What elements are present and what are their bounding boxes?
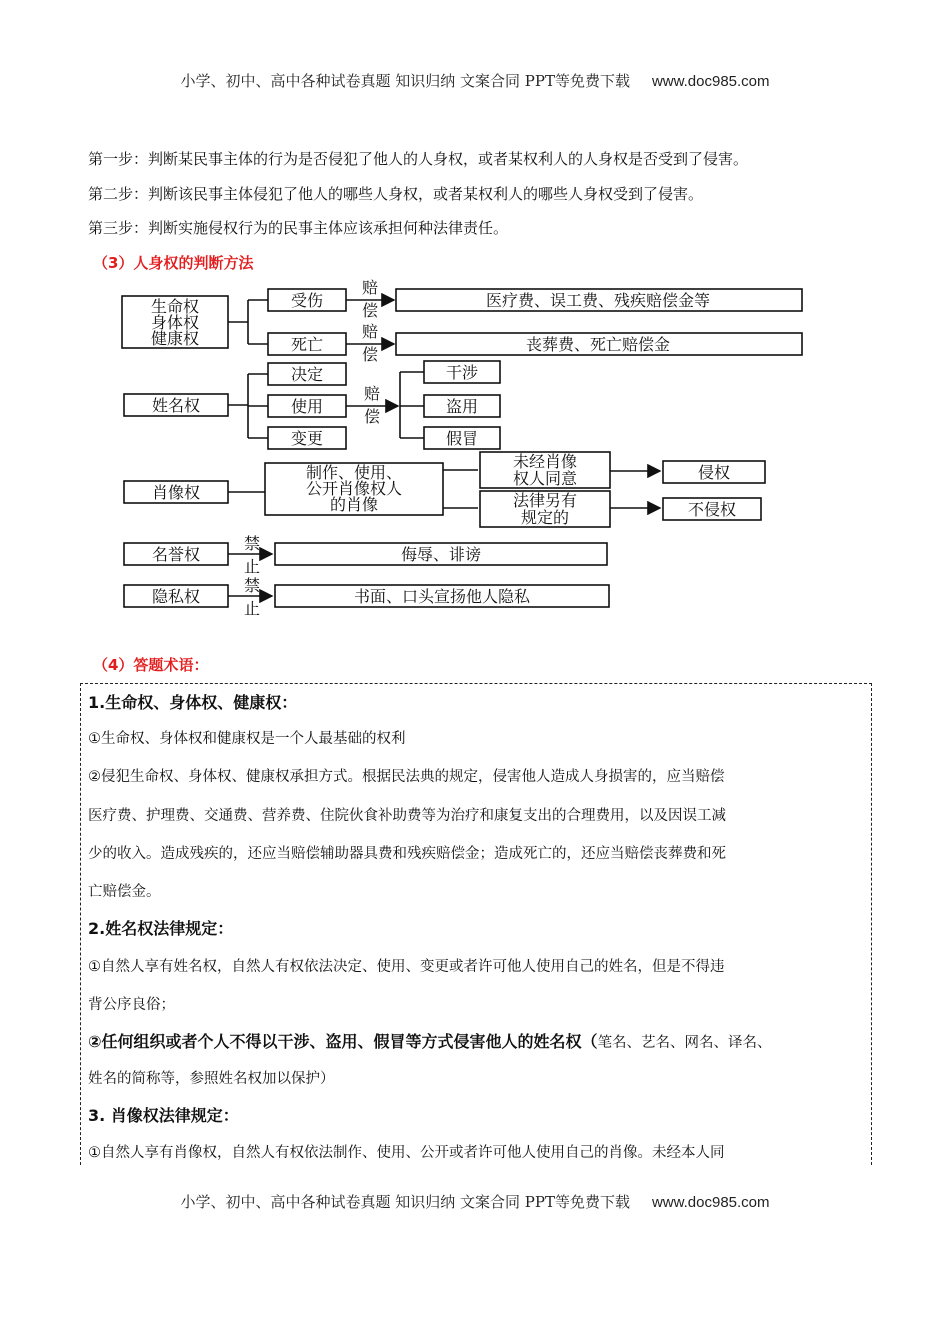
term-2-title: 2.姓名权法律规定：: [88, 919, 234, 938]
term-1-title: 1.生命权、身体权、健康权：: [88, 693, 298, 712]
term-1-line-2: ②侵犯生命权、身体权、健康权承担方式。根据民法典的规定，侵害他人造成人身损害的，应当赔偿: [88, 769, 725, 785]
page-footer: [0, 1191, 950, 1212]
life-right-1: 生命权: [150, 297, 200, 316]
privacy-result: 书面、口头宣扬他人隐私: [353, 587, 531, 606]
section-3-title: （3）人身权的判断方法: [93, 254, 254, 272]
portrait-act-1: 制作、使用、: [305, 463, 403, 482]
step-2: 第二步：判断该民事主体侵犯了他人的哪些人身权，或者某权利人的哪些人身权受到了侵害。: [88, 185, 704, 203]
term-1-line-4: 少的收入。造成残疾的，还应当赔偿辅助器具费和残疾赔偿金；造成死亡的，还应当赔偿丧葬费和死: [88, 846, 726, 862]
portrait-cond-1b: 权人同意: [512, 469, 578, 488]
term-1-line-1: ①生命权、身体权和健康权是一个人最基础的权利: [88, 731, 406, 747]
death-label: 死亡: [290, 335, 324, 354]
term-2-line-1: ①自然人享有姓名权，自然人有权依法决定、使用、变更或者许可他人使用自己的姓名，但是不得违: [88, 959, 725, 975]
term-2-line-4: 姓名的简称等，参照姓名权加以保护）: [88, 1071, 335, 1087]
name-act-use: 使用: [290, 397, 324, 416]
portrait-res-2: 不侵权: [687, 500, 737, 519]
term-2-line-3-bold: ②任何组织或者个人不得以干涉、盗用、假冒等方式侵害他人的姓名权（: [88, 1032, 598, 1051]
section-4-title: （4）答题术语：: [93, 656, 209, 674]
reputation-right-label: 名誉权: [151, 545, 201, 564]
life-comp-b2: 偿: [361, 345, 379, 364]
header-text: 小学、初中、高中各种试卷真题 知识归纳 文案合同 PPT等免费下载: [180, 72, 630, 90]
term-1-line-3: 医疗费、护理费、交通费、营养费、住院伙食补助费等为治疗和康复支出的合理费用，以及因误工减: [88, 808, 726, 824]
step-3: 第三步：判断实施侵权行为的民事主体应该承担何种法律责任。: [88, 219, 509, 237]
step-1: 第一步：判断某民事主体的行为是否侵犯了他人的人身权，或者某权利人的人身权是否受到了侵害。: [88, 150, 749, 168]
portrait-right-label: 肖像权: [151, 483, 201, 502]
term-2-line-2: 背公序良俗；: [88, 997, 175, 1013]
portrait-act-3: 的肖像: [329, 495, 379, 514]
term-1-line-5: 亡赔偿金。: [88, 884, 161, 900]
reputation-ban-b: 止: [243, 557, 261, 576]
life-right-2: 身体权: [150, 313, 200, 332]
life-comp-b1: 偿: [361, 301, 379, 320]
term-3-title: 3. 肖像权法律规定：: [88, 1106, 239, 1125]
portrait-cond-2b: 规定的: [520, 508, 570, 527]
injury-label: 受伤: [290, 291, 324, 310]
portrait-act-2: 公开肖像权人: [305, 479, 403, 498]
name-right-label: 姓名权: [151, 396, 201, 415]
portrait-res-1: 侵权: [697, 463, 731, 482]
name-comp-b: 偿: [363, 407, 381, 426]
term-2-line-3-rest: 笔名、艺名、网名、译名、: [597, 1035, 772, 1051]
portrait-cond-2a: 法律另有: [512, 491, 578, 510]
name-result-interfere: 干涉: [445, 363, 479, 382]
name-comp-a: 赔: [363, 384, 381, 403]
term-2-line-3: [88, 1029, 868, 1052]
name-act-change: 变更: [290, 429, 324, 448]
reputation-ban-a: 禁: [243, 534, 261, 553]
header-url[interactable]: www.doc985.com: [651, 73, 770, 90]
privacy-ban-a: 禁: [243, 576, 261, 595]
death-result: 丧葬费、死亡赔偿金: [525, 335, 671, 354]
footer-url[interactable]: www.doc985.com: [651, 1194, 770, 1211]
reputation-result: 侮辱、诽谤: [400, 545, 482, 564]
footer-text: 小学、初中、高中各种试卷真题 知识归纳 文案合同 PPT等免费下载: [180, 1193, 630, 1211]
injury-result: 医疗费、误工费、残疾赔偿金等: [485, 291, 711, 310]
name-result-fake: 假冒: [445, 429, 479, 448]
life-comp-a1: 赔: [361, 278, 379, 297]
name-result-steal: 盗用: [445, 397, 479, 416]
privacy-right-label: 隐私权: [151, 587, 201, 606]
term-3-line-1: ①自然人享有肖像权，自然人有权依法制作、使用、公开或者许可他人使用自己的肖像。未经本人同: [88, 1145, 725, 1161]
name-act-decide: 决定: [290, 365, 324, 384]
portrait-cond-1a: 未经肖像: [512, 452, 578, 471]
life-right-3: 健康权: [150, 329, 200, 348]
life-comp-a2: 赔: [361, 322, 379, 341]
privacy-ban-b: 止: [243, 599, 261, 618]
personal-rights-diagram: [0, 0, 950, 640]
